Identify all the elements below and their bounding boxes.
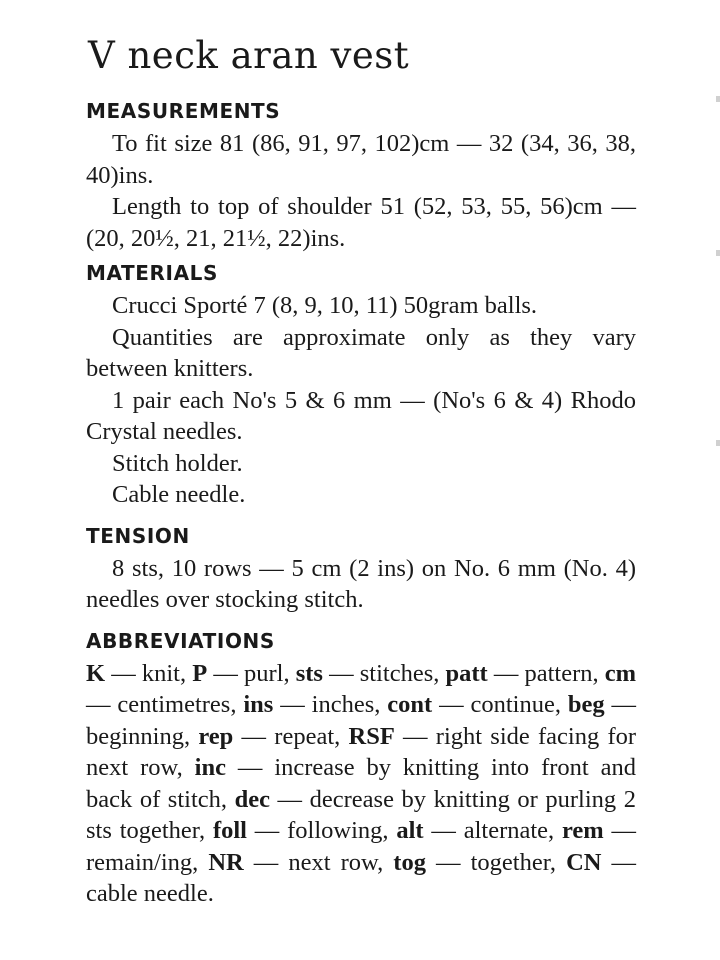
abbreviation-term: RSF bbox=[348, 722, 395, 750]
abbreviation-meaning: decrease by knitting or purling 2 sts together bbox=[86, 785, 636, 844]
abbreviation-term: sts bbox=[295, 659, 323, 687]
measurement-line: Length to top of shoulder 51 (52, 53, 55, 56)cm — (20, 20½, 21, 21½, 22)ins. bbox=[86, 193, 636, 252]
tension-section bbox=[86, 523, 636, 616]
tension-heading: TENSION bbox=[86, 523, 190, 548]
abbreviation-term: cm bbox=[604, 659, 637, 687]
abbreviation-meaning: knit bbox=[141, 659, 180, 687]
margin-mark bbox=[716, 440, 720, 446]
abbreviation-meaning: beginning bbox=[86, 722, 184, 750]
abbreviation-term: cont bbox=[387, 691, 433, 718]
pattern-page bbox=[86, 28, 636, 916]
measurements-section bbox=[86, 98, 636, 254]
margin-mark bbox=[716, 96, 720, 102]
abbreviation-meaning: alternate bbox=[463, 817, 549, 844]
abbreviation-term: ins bbox=[243, 691, 274, 718]
abbreviation-term: rep bbox=[198, 722, 234, 750]
materials-section bbox=[86, 260, 636, 511]
abbreviation-meaning: cable needle. bbox=[86, 880, 214, 907]
abbreviation-meaning: pattern bbox=[524, 659, 593, 687]
abbreviation-meaning: centimetres bbox=[117, 691, 231, 718]
abbreviation-meaning: together bbox=[470, 848, 550, 876]
abbreviation-term: inc bbox=[194, 754, 226, 781]
material-line: Stitch holder. bbox=[112, 449, 243, 477]
abbreviations-heading: ABBREVIATIONS bbox=[86, 628, 275, 653]
abbreviations-list: K — knit, P — purl, sts — stitches, patt — pattern, cm — centimetres, ins — inches, cont — continue, beg — beginning, rep — repeat, RSF — right side facing for next row, inc — increase by knitting into front and back of stitch, dec — decrease by knitting or purling 2 sts together, foll — following, alt — alternate, rem — remain/ing, NR — next row, tog — together, CN — cable needle. bbox=[86, 659, 637, 907]
abbreviation-meaning: next row bbox=[288, 848, 378, 876]
materials-heading: MATERIALS bbox=[86, 261, 219, 285]
material-line: 1 pair each No's 5 & 6 mm — (No's 6 & 4) Rhodo Crystal needles. bbox=[86, 386, 636, 445]
abbreviation-term: foll bbox=[212, 817, 247, 844]
measurement-line: To fit size 81 (86, 91, 97, 102)cm — 32 (34, 36, 38, 40)ins. bbox=[86, 130, 636, 189]
abbreviation-meaning: remain/ing bbox=[86, 848, 193, 876]
material-line: Quantities are approximate only as they vary between knitters. bbox=[86, 323, 636, 382]
abbreviation-term: alt bbox=[396, 817, 424, 844]
abbreviation-term: beg bbox=[567, 691, 605, 718]
abbreviation-term: K bbox=[86, 659, 106, 687]
material-line: Cable needle. bbox=[112, 481, 246, 508]
abbreviation-term: patt bbox=[445, 659, 488, 687]
abbreviation-meaning: continue bbox=[470, 691, 555, 718]
abbreviation-meaning: purl bbox=[243, 659, 284, 687]
abbreviation-meaning: increase by knitting into front and back of stitch bbox=[86, 754, 637, 813]
tension-line: 8 sts, 10 rows — 5 cm (2 ins) on No. 6 mm (No. 4) needles over stocking stitch. bbox=[86, 554, 636, 613]
abbreviation-meaning: repeat bbox=[274, 722, 335, 750]
abbreviation-meaning: stitches bbox=[359, 659, 434, 687]
material-line: Crucci Sporté 7 (8, 9, 10, 11) 50gram balls. bbox=[112, 292, 538, 319]
abbreviation-meaning: inches bbox=[311, 691, 375, 718]
abbreviation-term: P bbox=[192, 659, 208, 687]
abbreviation-term: rem bbox=[562, 817, 604, 844]
abbreviation-term: NR bbox=[208, 848, 244, 876]
abbreviations-section bbox=[86, 628, 636, 910]
abbreviation-term: tog bbox=[393, 848, 426, 876]
margin-mark bbox=[716, 250, 720, 256]
page-title: V neck aran vest bbox=[88, 34, 410, 77]
abbreviation-term: dec bbox=[234, 785, 270, 813]
abbreviation-meaning: right side facing for next row bbox=[86, 722, 637, 781]
abbreviation-meaning: following bbox=[287, 817, 383, 844]
measurements-heading: MEASUREMENTS bbox=[86, 99, 281, 123]
abbreviation-term: CN bbox=[566, 848, 602, 876]
